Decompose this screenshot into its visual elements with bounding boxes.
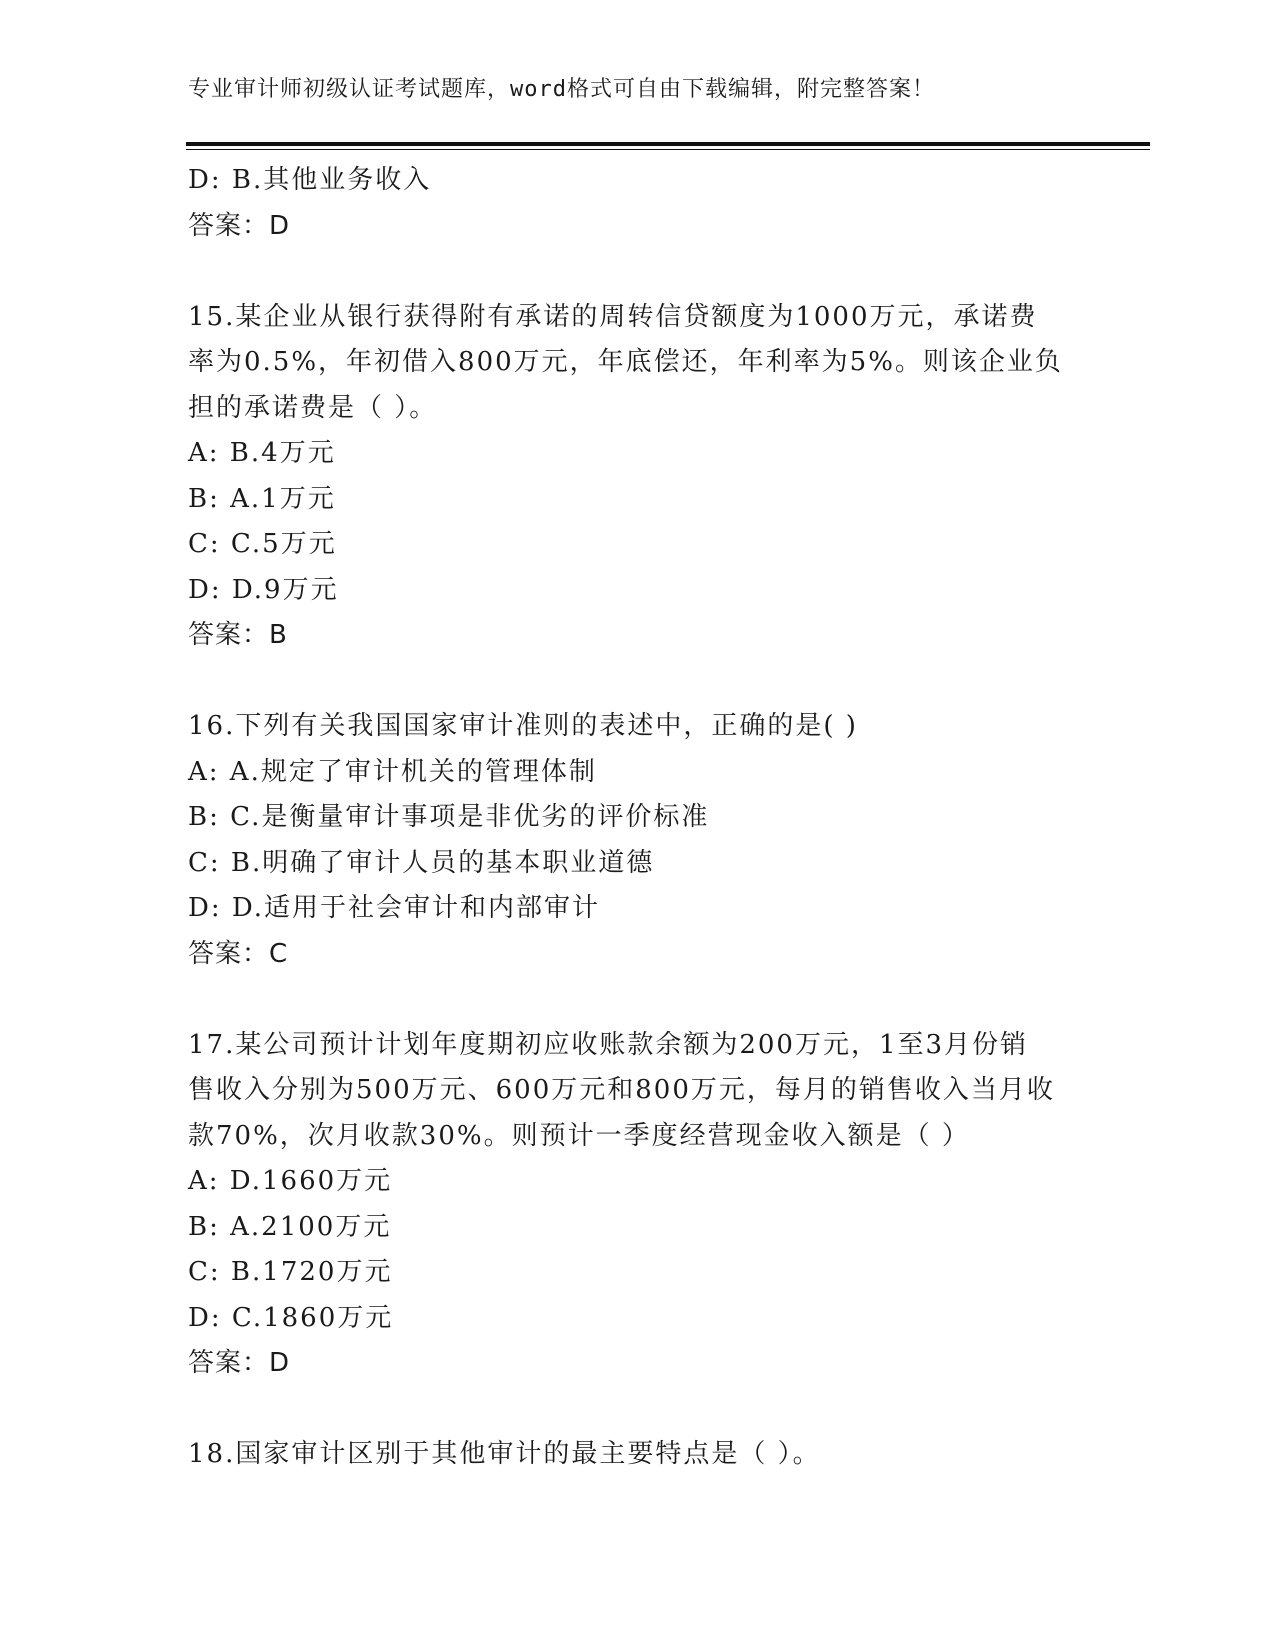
question-list	[188, 158, 1088, 1478]
question-18	[188, 1432, 1088, 1478]
question-stem-line: 16.下列有关我国国家审计准则的表述中，正确的是( )	[188, 711, 858, 741]
option-line: B: C.是衡量审计事项是非优劣的评价标准	[188, 802, 710, 832]
question-17	[188, 1023, 1088, 1160]
question-stem-line: 17.某公司预计计划年度期初应收账款余额为200万元，1至3月份销	[188, 1029, 1029, 1060]
option-line: D: C.1860万元	[188, 1302, 394, 1333]
header-rule-thick	[186, 142, 1150, 146]
option-line: A: B.4万元	[188, 438, 336, 468]
option-line: D: D.适用于社会审计和内部审计	[188, 893, 601, 923]
question-stem-line: 15.某企业从银行获得附有承诺的周转信贷额度为1000万元，承诺费	[188, 301, 1038, 332]
header-rule-thin	[186, 149, 1150, 150]
answer-line: 答案：D	[188, 1348, 291, 1378]
option-line: D: D.9万元	[188, 574, 339, 605]
option-line: C: B.1720万元	[188, 1257, 393, 1287]
question-stem-line: 18.国家审计区别于其他审计的最主要特点是（ ）。	[188, 1439, 821, 1469]
question-stem-line: 率为0.5%，年初借入800万元，年底偿还，年利率为5%。则该企业负	[188, 347, 1063, 377]
question-stem-line: 售收入分别为500万元、600万元和800万元，每月的销售收入当月收	[188, 1075, 1055, 1105]
option-line: A: D.1660万元	[188, 1166, 393, 1196]
question-stem-line: 担的承诺费是（ ）。	[188, 392, 438, 423]
option-line: A: A.规定了审计机关的管理体制	[188, 756, 597, 787]
option-line: C: C.5万元	[188, 529, 337, 559]
answer-line: 答案：C	[188, 938, 289, 969]
option-line: C: B.明确了审计人员的基本职业道德	[188, 847, 655, 878]
page-header: 专业审计师初级认证考试题库，word格式可自由下载编辑，附完整答案！	[188, 77, 935, 102]
answer-line: 答案：D	[188, 210, 291, 241]
question-15	[188, 295, 1088, 432]
answer-line: 答案：B	[188, 620, 288, 650]
question-stem-line: 款70%，次月收款30%。则预计一季度经营现金收入额是（ ）	[188, 1120, 970, 1151]
option-line: D: B.其他业务收入	[188, 165, 432, 195]
question-16	[188, 704, 1088, 750]
option-line: B: A.1万元	[188, 483, 336, 514]
option-line: B: A.2100万元	[188, 1211, 392, 1242]
